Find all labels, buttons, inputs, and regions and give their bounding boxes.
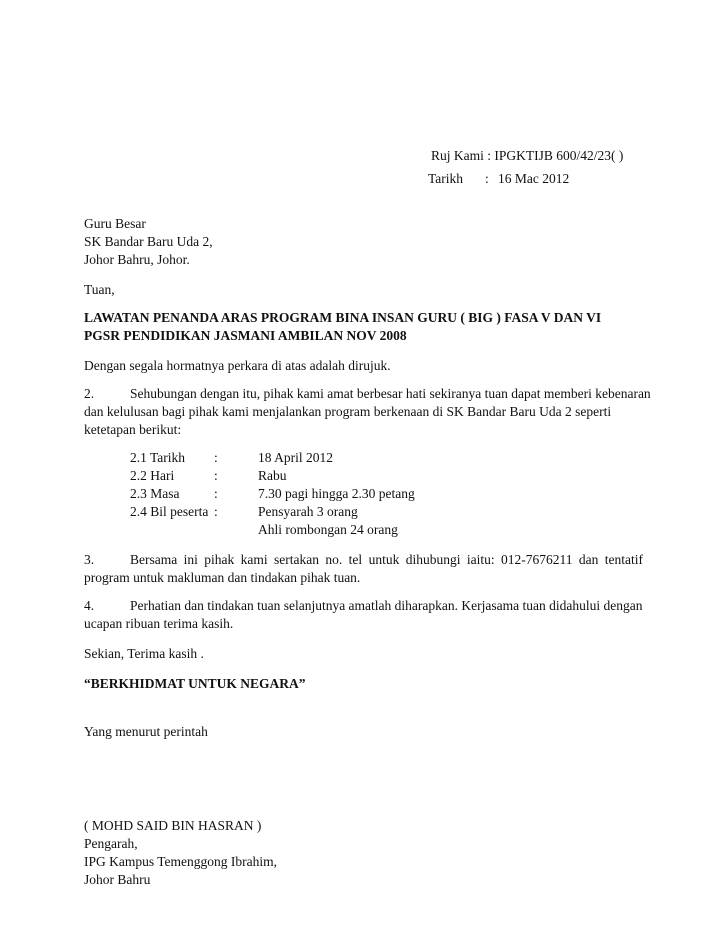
date-separator: : bbox=[485, 171, 489, 186]
detail-separator: : bbox=[214, 450, 218, 465]
detail-separator: : bbox=[214, 504, 218, 519]
date-value: 16 Mac 2012 bbox=[498, 171, 570, 186]
para4-line: Perhatian dan tindakan tuan selanjutnya amatlah diharapkan. Kerjasama tuan didahului dengan bbox=[130, 598, 643, 613]
signatory-title: Pengarah, bbox=[84, 836, 138, 851]
detail-label: 2.3 Masa bbox=[130, 486, 180, 501]
salutation: Tuan, bbox=[84, 282, 115, 297]
para2-number: 2. bbox=[84, 386, 95, 401]
reference-number: Ruj Kami : IPGKTIJB 600/42/23( ) bbox=[431, 148, 624, 163]
para3-number: 3. bbox=[84, 552, 95, 567]
closing-text: Sekian, Terima kasih . bbox=[84, 646, 204, 661]
signatory-name: ( MOHD SAID BIN HASRAN ) bbox=[84, 818, 262, 833]
detail-value: 7.30 pagi hingga 2.30 petang bbox=[258, 486, 415, 501]
detail-value-extra: Ahli rombongan 24 orang bbox=[258, 522, 398, 537]
subject-line: PGSR PENDIDIKAN JASMANI AMBILAN NOV 2008 bbox=[84, 328, 407, 343]
para2-line: ketetapan berikut: bbox=[84, 422, 182, 437]
detail-label: 2.2 Hari bbox=[130, 468, 175, 483]
recipient-line: Guru Besar bbox=[84, 216, 146, 231]
para4-line: ucapan ribuan terima kasih. bbox=[84, 616, 234, 631]
sign-off: Yang menurut perintah bbox=[84, 724, 208, 739]
date-label: Tarikh bbox=[428, 171, 464, 186]
signatory-org: IPG Kampus Temenggong Ibrahim, bbox=[84, 854, 278, 869]
motto: “BERKHIDMAT UNTUK NEGARA” bbox=[84, 676, 306, 691]
recipient-line: SK Bandar Baru Uda 2, bbox=[84, 234, 213, 249]
para4-number: 4. bbox=[84, 598, 95, 613]
recipient-line: Johor Bahru, Johor. bbox=[84, 252, 190, 267]
para2-line: Sehubungan dengan itu, pihak kami amat berbesar hati sekiranya tuan dapat memberi kebenaran bbox=[130, 386, 651, 401]
intro-paragraph: Dengan segala hormatnya perkara di atas adalah dirujuk. bbox=[84, 358, 391, 373]
detail-value: 18 April 2012 bbox=[258, 450, 334, 465]
detail-label: 2.1 Tarikh bbox=[130, 450, 186, 465]
detail-separator: : bbox=[214, 486, 218, 501]
signatory-city: Johor Bahru bbox=[84, 872, 151, 887]
subject-line: LAWATAN PENANDA ARAS PROGRAM BINA INSAN GURU ( BIG ) FASA V DAN VI bbox=[84, 310, 602, 325]
detail-separator: : bbox=[214, 468, 218, 483]
detail-value: Rabu bbox=[258, 468, 287, 483]
para3-line: Bersama ini pihak kami sertakan no. tel untuk dihubungi iaitu: 012-7676211 dan tentatif bbox=[130, 552, 643, 567]
detail-value: Pensyarah 3 orang bbox=[258, 504, 358, 519]
detail-label: 2.4 Bil peserta bbox=[130, 504, 209, 519]
para3-line: program untuk makluman dan tindakan pihak tuan. bbox=[84, 570, 361, 585]
para2-line: dan kelulusan bagi pihak kami menjalankan program berkenaan di SK Bandar Baru Uda 2 seperti bbox=[84, 404, 612, 419]
